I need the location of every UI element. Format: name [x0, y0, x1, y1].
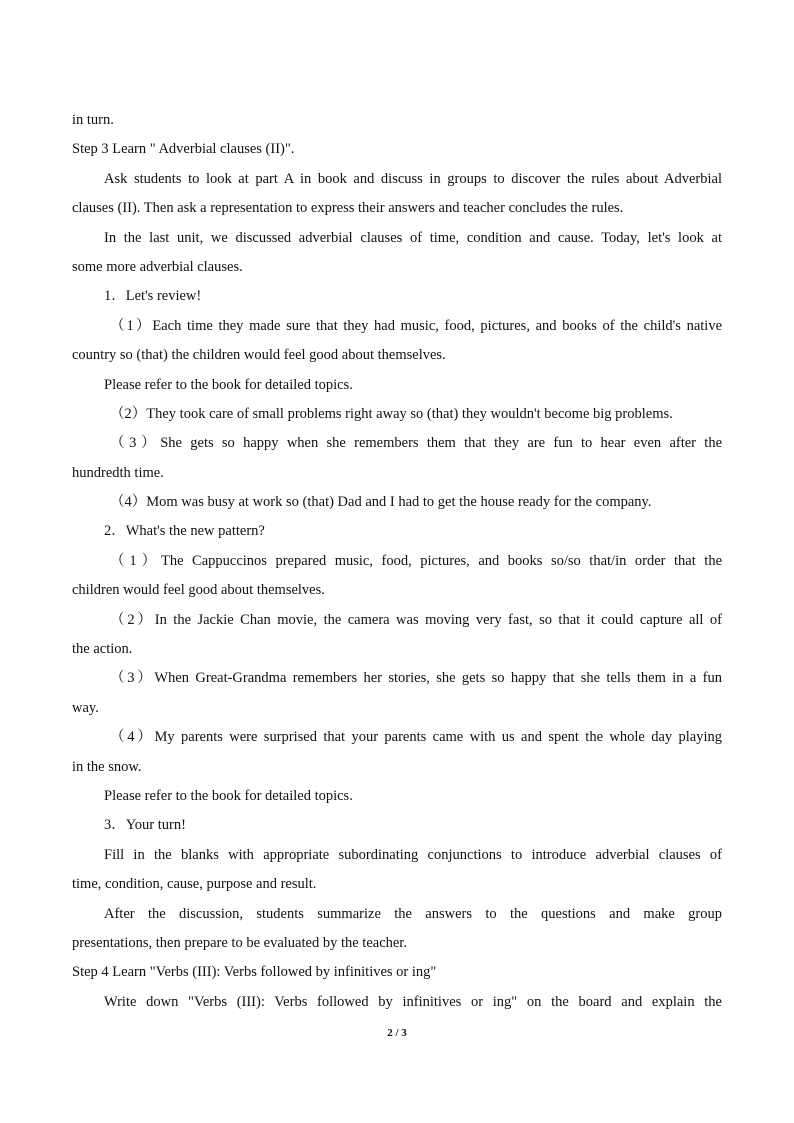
list-heading: 2．What's the new pattern? — [104, 523, 265, 540]
list-item: （4）Mom was busy at work so (that) Dad and I had to get the house ready for the company. — [110, 494, 652, 511]
section-heading: Step 3 Learn " Adverbial clauses (II)". — [72, 141, 295, 158]
text-line: Ask students to look at part A in book and discuss in groups to discover the rules about Adverbial — [104, 170, 722, 187]
text-line: children would feel good about themselves. — [72, 582, 325, 599]
text-line: Fill in the blanks with appropriate subordinating conjunctions to introduce adverbial clauses of — [104, 846, 722, 863]
list-item: （2）They took care of small problems right away so (that) they wouldn't become big problems. — [110, 405, 673, 422]
text-line: way. — [72, 699, 99, 716]
text-line: time, condition, cause, purpose and result. — [72, 876, 317, 893]
text-line: presentations, then prepare to be evaluated by the teacher. — [72, 934, 407, 951]
text-line: After the discussion, students summarize the answers to the questions and make group — [104, 905, 722, 922]
text-line: in turn. — [72, 112, 114, 128]
list-item: （1）The Cappuccinos prepared music, food, pictures, and books so/so that/in order that the — [110, 552, 722, 569]
list-item: （4）My parents were surprised that your parents came with us and spent the whole day playing — [110, 729, 722, 746]
text-line: some more adverbial clauses. — [72, 258, 243, 275]
text-line: in the snow. — [72, 758, 142, 775]
text-line: the action. — [72, 641, 133, 658]
section-heading: Step 4 Learn "Verbs (III): Verbs followed by infinitives or ing" — [72, 964, 437, 981]
text-line: clauses (II). Then ask a representation to express their answers and teacher concludes the rules. — [72, 200, 624, 217]
list-item: （3）When Great-Grandma remembers her stories, she gets so happy that she tells them in a fun — [110, 670, 722, 687]
text-line: Write down "Verbs (III): Verbs followed by infinitives or ing" on the board and explain the — [104, 993, 722, 1010]
text-line: hundredth time. — [72, 464, 164, 481]
document-body — [72, 106, 722, 1017]
list-item: （2）In the Jackie Chan movie, the camera was moving very fast, so that it could capture all of — [110, 611, 722, 628]
text-line: Please refer to the book for detailed topics. — [104, 787, 353, 804]
list-item: （3）She gets so happy when she remembers them that they are fun to hear even after the — [110, 435, 722, 452]
page-number: 2 / 3 — [387, 1027, 407, 1039]
text-line: country so (that) the children would feel good about themselves. — [72, 347, 446, 364]
text-line: Please refer to the book for detailed topics. — [104, 376, 353, 393]
text-line: In the last unit, we discussed adverbial clauses of time, condition and cause. Today, let's look at — [104, 229, 722, 246]
list-heading: 3．Your turn! — [104, 817, 186, 834]
list-heading: 1．Let's review! — [104, 288, 202, 305]
list-item: （1）Each time they made sure that they had music, food, pictures, and books of the child's native — [110, 317, 722, 334]
